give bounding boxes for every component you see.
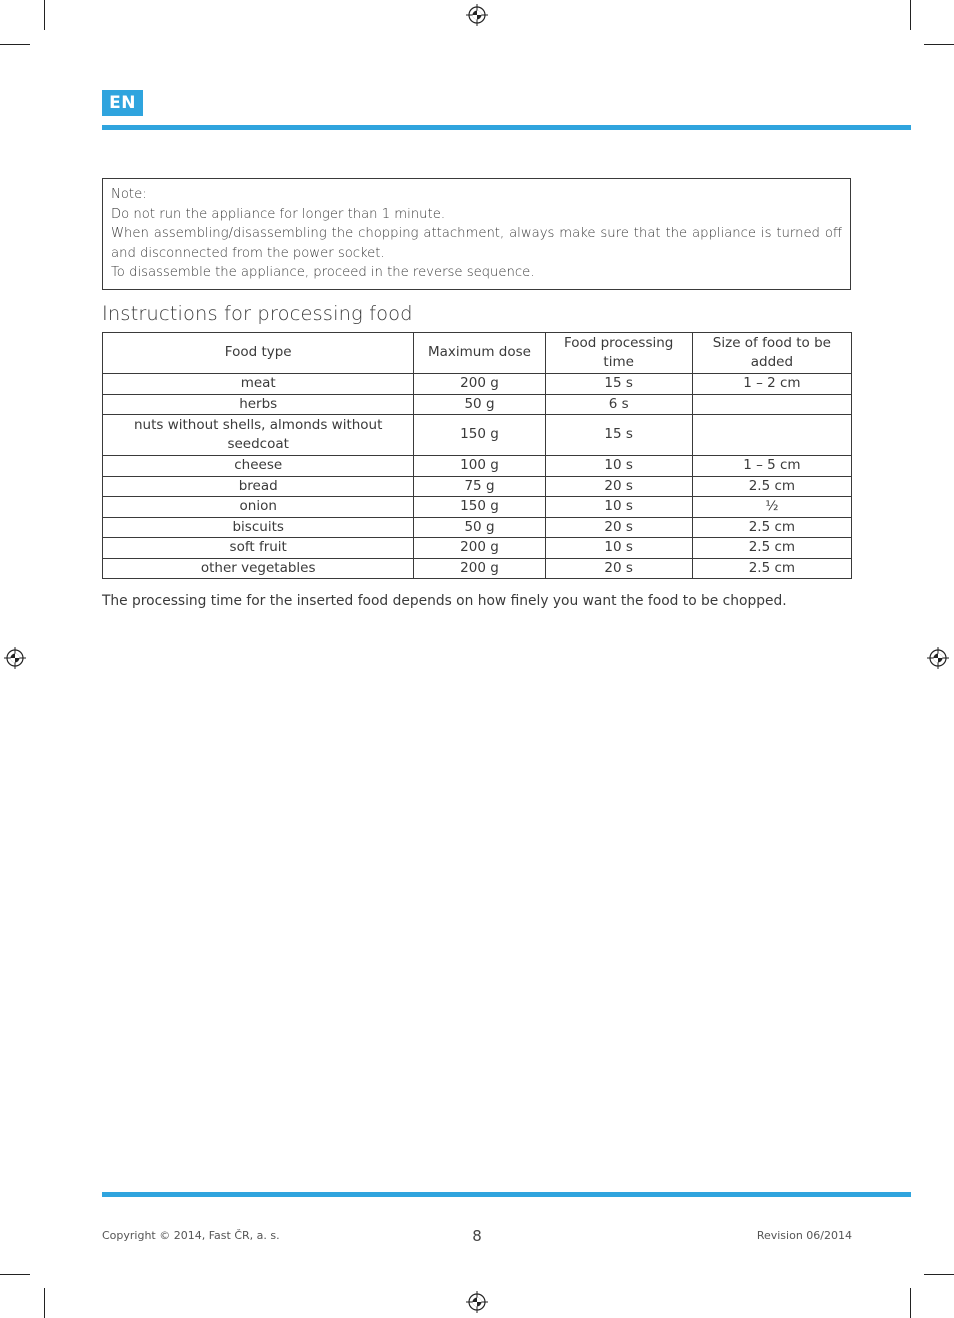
cell-dose: 200 g [414,558,545,579]
cell-size [692,415,851,456]
cell-food-type: onion [103,497,414,518]
cell-time: 10 s [545,456,692,477]
table-row [103,517,852,538]
note-box [102,178,851,290]
page-number: 8 [472,1227,482,1245]
cell-size: 1 – 5 cm [692,456,851,477]
cell-dose: 200 g [414,374,545,395]
header-rule [102,125,911,130]
crop-mark [910,0,911,30]
registration-mark-icon [466,1291,488,1313]
table-row [103,456,852,477]
table-row [103,476,852,497]
header-processing-time: Food processing time [545,333,692,374]
note-heading: Note: [111,187,147,202]
header-maximum-dose: Maximum dose [414,333,545,374]
cell-time: 6 s [545,394,692,415]
language-badge: EN [102,90,143,116]
cell-time: 15 s [545,415,692,456]
table-row [103,394,852,415]
cell-dose: 150 g [414,497,545,518]
cell-time: 10 s [545,497,692,518]
cell-dose: 50 g [414,394,545,415]
copyright-text: Copyright © 2014, Fast ČR, a. s. [102,1229,280,1242]
cell-food-type: bread [103,476,414,497]
revision-text: Revision 06/2014 [756,1229,852,1242]
cell-time: 15 s [545,374,692,395]
cell-food-type: cheese [103,456,414,477]
section-title: Instructions for processing food [102,302,413,325]
table-header-row [103,333,852,374]
cell-dose: 150 g [414,415,545,456]
cell-size: ½ [692,497,851,518]
cell-size: 1 – 2 cm [692,374,851,395]
registration-mark-icon [4,647,26,669]
note-line: When assembling/disassembling the chopping attachment, always make sure that the appliance is turned off and disconnected from the power socket. [111,226,842,261]
table-row [103,415,852,456]
cell-food-type: biscuits [103,517,414,538]
crop-mark [44,1288,45,1318]
crop-mark [0,1274,30,1275]
crop-mark [910,1288,911,1318]
cell-dose: 100 g [414,456,545,477]
note-line: Do not run the appliance for longer than 1 minute. [111,206,446,222]
cell-time: 20 s [545,558,692,579]
cell-size: 2.5 cm [692,476,851,497]
footnote: The processing time for the inserted food depends on how finely you want the food to be chopped. [102,593,787,609]
crop-mark [924,1274,954,1275]
cell-time: 20 s [545,476,692,497]
header-food-type: Food type [103,333,414,374]
registration-mark-icon [927,647,949,669]
cell-food-type: nuts without shells, almonds without seedcoat [103,415,414,456]
cell-food-type: herbs [103,394,414,415]
cell-dose: 200 g [414,538,545,559]
cell-size: 2.5 cm [692,558,851,579]
cell-size [692,394,851,415]
table-row [103,374,852,395]
table-row [103,558,852,579]
crop-mark [44,0,45,30]
header-food-size: Size of food to be added [692,333,851,374]
crop-mark [0,44,30,45]
note-line: To disassemble the appliance, proceed in the reverse sequence. [111,265,535,281]
registration-mark-icon [466,4,488,26]
cell-time: 20 s [545,517,692,538]
cell-time: 10 s [545,538,692,559]
cell-food-type: meat [103,374,414,395]
cell-size: 2.5 cm [692,538,851,559]
cell-food-type: soft fruit [103,538,414,559]
table-row [103,497,852,518]
cell-food-type: other vegetables [103,558,414,579]
table-row [103,538,852,559]
footer-rule [102,1192,911,1197]
cell-size: 2.5 cm [692,517,851,538]
cell-dose: 75 g [414,476,545,497]
food-processing-table [102,332,852,579]
cell-dose: 50 g [414,517,545,538]
crop-mark [924,44,954,45]
